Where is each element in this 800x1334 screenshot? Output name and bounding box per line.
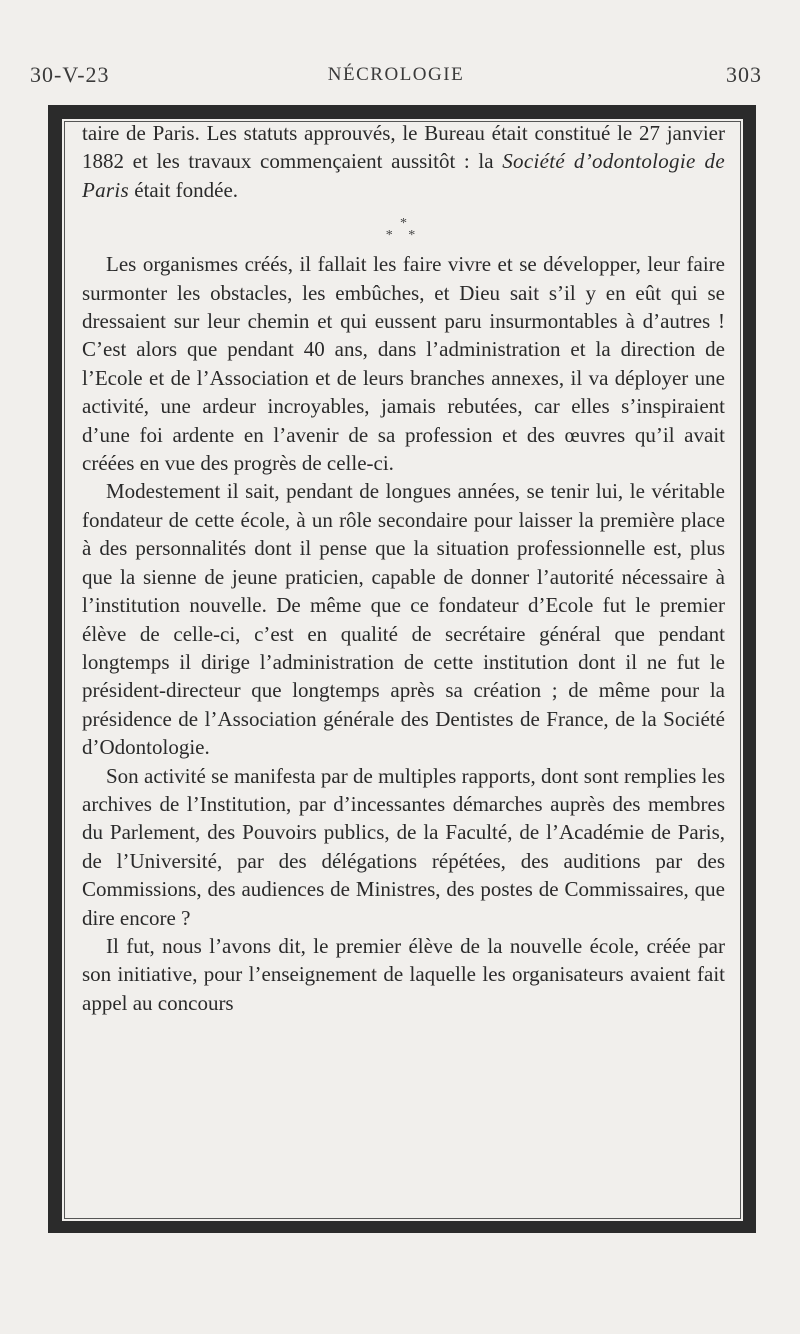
paragraph-5: Il fut, nous l’avons dit, le premier élève de la nouvelle école, créée par son initiative, pour l’enseignement de laquelle les organisateurs avaient fait appel au concours — [82, 933, 725, 1015]
asterism-top: * — [400, 216, 407, 232]
asterism-bottom: * * — [385, 228, 422, 244]
paragraph-3: Modestement il sait, pendant de longues années, se tenir lui, le véritable fondateur de cette école, à un rôle secondaire pour laisser la première place à des personnalités dont il pense que la situation professionnelle est, plus que la sienne de jeune praticien, capable de donner l’autorité nécessaire à l’institution nouvelle. De même que ce fondateur d’Ecole fut le premier élève de celle-ci, c’est en qualité de secrétaire général que pendant longtemps il dirige l’administration de cette institution dont il ne fut le président-directeur que longtemps après sa création ; de même pour la présidence de l’Association générale des Dentistes de France, de la Société d’Odontologie. — [82, 479, 725, 760]
paragraph-1 — [82, 119, 725, 204]
paragraph-4: Son activité se manifesta par de multiples rapports, dont sont remplies les archives de l’Institution, par d’incessantes démarches auprès des membres du Parlement, des Pouvoirs publics, de la Faculté, de l’Académie de Paris, de l’Université, par des délégations répétées, des auditions par des Commissions, des audiences de Ministres, des postes de Commissaires, que dire encore ? — [82, 763, 725, 930]
paragraph-1-end: était fondée. — [129, 177, 239, 202]
section-title: NÉCROLOGIE — [327, 64, 465, 85]
page-number: 303 — [726, 62, 762, 87]
society-name: Société d’odontologie de Paris — [82, 149, 725, 202]
paragraph-2: Les organismes créés, il fallait les faire vivre et se développer, leur faire surmonter les obstacles, les embûches, et Dieu sait s’il y en eût qui se dressaient sur leur chemin et qui eussent paru insurmontables à d’autres ! C’est alors que pendant 40 ans, dans l’administration et la direction de l’Ecole et de l’Association et de leurs branches annexes, il va déployer une activité, une ardeur incroyables, jamais rebutées, car elles s’inspiraient d’une foi ardente en l’avenir de sa profession et des œuvres qu’il avait créées en vue des progrès de celle-ci. — [82, 252, 725, 476]
running-head — [30, 62, 762, 92]
asterism — [82, 204, 725, 250]
paragraph-1-start: taire de Paris. Les statuts approuvés, le Bureau était constitué le 27 janvier 1882 et les travaux commençaient aussitôt : la — [82, 121, 725, 174]
page-date: 30-V-23 — [30, 62, 110, 87]
article-body — [82, 119, 725, 1017]
